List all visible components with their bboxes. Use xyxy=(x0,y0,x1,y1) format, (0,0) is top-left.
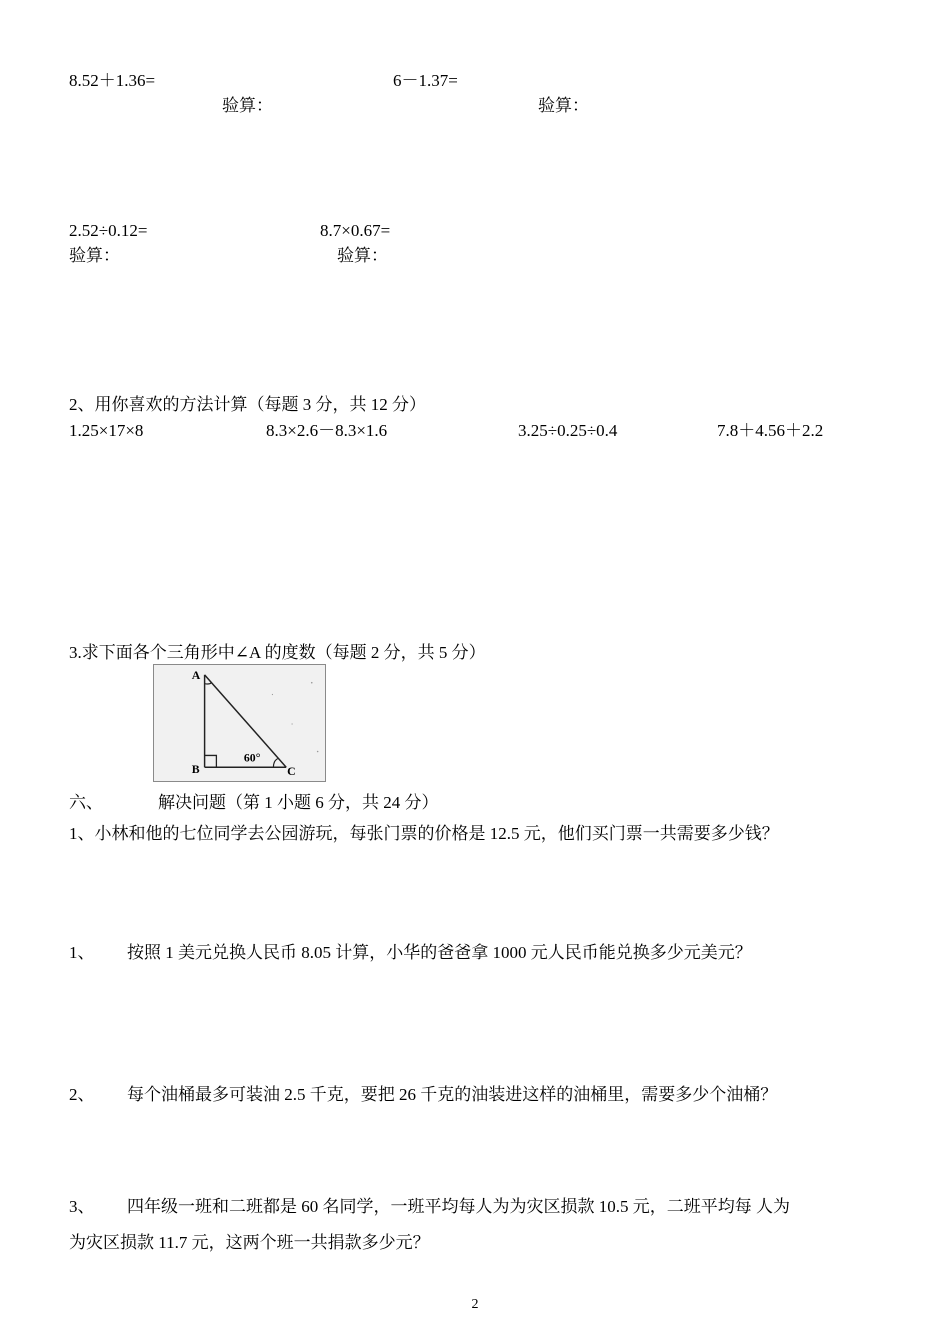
question-4-line-1: 四年级一班和二班都是 60 名同学，一班平均每人为为灾区损款 10.5 元，二班平均每 人为 xyxy=(127,1197,790,1216)
section2-problem-4: 7.8＋4.56＋2.2 xyxy=(717,421,824,440)
check-label: 验算： xyxy=(222,96,273,115)
vertex-a-label: A xyxy=(191,667,201,682)
angle-c-arc xyxy=(273,758,278,767)
section6-heading: 解决问题（第 1 小题 6 分，共 24 分） xyxy=(158,793,439,812)
section2-heading: 2、用你喜欢的方法计算（每题 3 分，共 12 分） xyxy=(69,395,426,414)
section2-problem-2: 8.3×2.6－8.3×1.6 xyxy=(266,421,388,440)
section6-number: 六、 xyxy=(69,793,103,812)
triangle-diagram xyxy=(154,665,325,781)
question-3-number: 2、 xyxy=(69,1085,95,1104)
question-2-text: 按照 1 美元兑换人民币 8.05 计算，小华的爸爸拿 1000 元人民币能兑换多少元美元？ xyxy=(127,943,752,962)
section2-problem-1: 1.25×17×8 xyxy=(69,421,144,440)
check-label: 验算： xyxy=(337,246,388,265)
check-label: 验算： xyxy=(69,246,120,265)
angle-a-arc xyxy=(205,683,212,684)
section2-problem-3: 3.25÷0.25÷0.4 xyxy=(518,421,618,440)
question-4-line-2: 为灾区损款 11.7 元，这两个班一共捐款多少元？ xyxy=(69,1233,430,1252)
vertex-b-label: B xyxy=(191,762,200,777)
question-4-number: 3、 xyxy=(69,1197,95,1216)
right-angle-mark xyxy=(205,755,217,767)
section3-heading: 3.求下面各个三角形中∠A 的度数（每题 2 分，共 5 分） xyxy=(69,643,486,662)
right-triangle-figure xyxy=(153,664,326,782)
problem-2-52-div-0-12: 2.52÷0.12= xyxy=(69,221,148,240)
problem-6-minus-1-37: 6－1.37= xyxy=(393,71,458,90)
question-1: 1、小林和他的七位同学去公园游玩，每张门票的价格是 12.5 元，他们买门票一共需要多少钱？ xyxy=(69,824,779,843)
problem-8-7-times-0-67: 8.7×0.67= xyxy=(320,221,391,240)
question-3-text: 每个油桶最多可装油 2.5 千克，要把 26 千克的油装进这样的油桶里，需要多少个油桶？ xyxy=(127,1085,778,1104)
question-2-number: 1、 xyxy=(69,943,95,962)
angle-c-label: 60° xyxy=(243,750,261,765)
check-label: 验算： xyxy=(538,96,589,115)
page-number: 2 xyxy=(471,1297,479,1312)
problem-8-52-plus-1-36: 8.52＋1.36= xyxy=(69,71,156,90)
vertex-c-label: C xyxy=(287,764,296,779)
